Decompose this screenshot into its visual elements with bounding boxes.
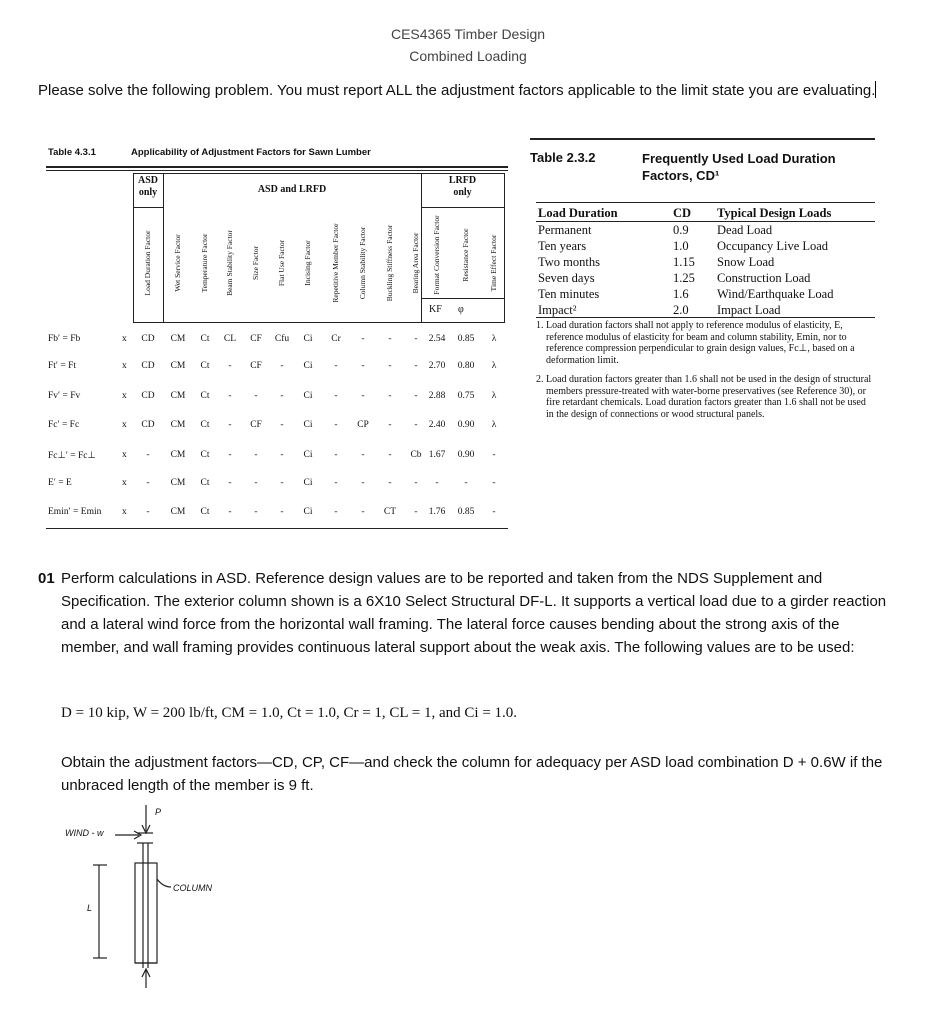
table-cell: Ct (200, 507, 210, 517)
column-label: COLUMN (173, 883, 213, 893)
table-cell: - (254, 507, 258, 517)
table-cell: - (388, 334, 392, 344)
table-cell: 0.85 (457, 334, 475, 344)
table-cell: λ (491, 391, 497, 401)
col-header-cd: CD (673, 206, 692, 220)
table-cell: - (146, 507, 150, 517)
row-multiplier: x (122, 334, 127, 344)
table-cell: - (228, 507, 232, 517)
table-cell: - (228, 478, 232, 488)
table-cell: - (388, 478, 392, 488)
row-multiplier: x (122, 391, 127, 401)
note-1: 1. Load duration factors shall not apply to reference modulus of elasticity, E, reference modulus of elasticity for beam and column stability, Emin, nor to reference compression perpendicular to grain design values, Fc⊥, based on a deformation limit. (536, 320, 855, 366)
row-label: Fc′ = Fc (48, 420, 80, 430)
table-cell: CD (141, 420, 155, 430)
table-cell: CD (141, 334, 155, 344)
table-cell: - (146, 450, 150, 460)
table-cell: - (361, 391, 365, 401)
row-label: Ft′ = Ft (48, 361, 77, 371)
table-cell: - (280, 391, 284, 401)
table-cell: Ct (200, 391, 210, 401)
table-cell: Ci (303, 334, 313, 344)
table-cell: - (254, 450, 258, 460)
table-cell: - (280, 507, 284, 517)
table-cell: Cr (331, 334, 341, 344)
rule (46, 528, 508, 529)
cell-cd: 0.9 (673, 223, 689, 237)
row-label: Fv′ = Fv (48, 391, 81, 401)
table-cell: Ci (303, 361, 313, 371)
row-multiplier: x (122, 507, 127, 517)
table-cell: CM (170, 478, 186, 488)
col-header-loads: Typical Design Loads (717, 206, 832, 220)
table-cell: - (388, 450, 392, 460)
table-cell: 1.76 (428, 507, 446, 517)
table-cell: 2.54 (428, 334, 446, 344)
rule (133, 322, 505, 323)
table-cell: - (361, 361, 365, 371)
table-cell: - (228, 450, 232, 460)
cell-load: Dead Load (717, 223, 773, 237)
kf-symbol: KF (429, 304, 442, 315)
table-cell: - (414, 391, 418, 401)
rule (133, 173, 505, 174)
table-cell: - (334, 450, 338, 460)
table-cell: 0.90 (457, 420, 475, 430)
table-cell: Ct (200, 361, 210, 371)
table-cell: Ci (303, 391, 313, 401)
row-label: Emin′ = Emin (48, 507, 102, 517)
table-cell: CM (170, 391, 186, 401)
column-header: Load Duration Factor (143, 230, 152, 296)
table-cell: - (361, 450, 365, 460)
column-header: Column Stability Factor (358, 226, 367, 300)
column-header: Format Conversion Factor (432, 215, 441, 295)
table-cell: CP (357, 420, 369, 430)
rule (530, 138, 875, 140)
column-header: Beam Stability Factor (225, 230, 234, 296)
table-cell: - (361, 478, 365, 488)
table-cell: - (414, 420, 418, 430)
table-cell: λ (491, 361, 497, 371)
rule (46, 166, 508, 168)
problem-number: 01 (38, 570, 55, 587)
column-header: Time Effect Factor (489, 234, 498, 292)
table-cell: CD (141, 361, 155, 371)
cell-cd: 1.25 (673, 271, 695, 285)
table-cell: CT (383, 507, 397, 517)
table-cell: - (280, 361, 284, 371)
column-header: Resistance Factor (461, 228, 470, 282)
table-cell: CL (223, 334, 237, 344)
table-cell: - (334, 420, 338, 430)
table-cell: Ct (200, 450, 210, 460)
table-cell: 0.80 (457, 361, 475, 371)
note-2: 2. Load duration factors greater than 1.6 shall not be used in the design of structural members pressure-treated with water-borne preservatives (see Reference 30), or fire retardant chemicals. Load duration factors greater than 1.6 shall not be used in the design of connections or wood structural panels. (536, 374, 872, 420)
rule (536, 317, 875, 318)
group-asd-lrfd: ASD and LRFD (257, 184, 327, 195)
cell-load: Construction Load (717, 271, 811, 285)
table-cell: Ci (303, 420, 313, 430)
table-cell: 0.85 (457, 507, 475, 517)
table-cell: - (334, 391, 338, 401)
table-cell: Cfu (274, 334, 290, 344)
table-cell: - (334, 507, 338, 517)
table-cell: CF (250, 420, 262, 430)
cell-cd: 2.0 (673, 303, 689, 317)
table-cell: - (414, 478, 418, 488)
cell-load: Occupancy Live Load (717, 239, 829, 253)
column-rect (135, 863, 157, 963)
column-header: Bearing Area Factor (411, 232, 420, 294)
table-caption: Table 4.3.1 (48, 147, 96, 158)
table-cell: - (280, 420, 284, 430)
table-cell: - (414, 507, 418, 517)
table-cell: 0.75 (457, 391, 475, 401)
load-label: P (155, 807, 162, 817)
cell-duration: Ten minutes (538, 287, 600, 301)
problem-text: Perform calculations in ASD. Reference design values are to be reported and taken from the NDS Supplement and Specification. The exterior column shown is a 6X10 Select Structural DF-L. It supports a vertical load due to a girder reaction and a lateral wind force from the horizontal wall framing. The lateral force causes bending about the strong axis of the member, and wall framing provides continuous lateral support about the weak axis. The following values are to be used: (61, 570, 887, 656)
phi-symbol: φ (458, 304, 464, 315)
text-cursor (875, 81, 876, 98)
table-cell: CM (170, 420, 186, 430)
table-cell: 2.40 (428, 420, 446, 430)
rule (504, 173, 505, 323)
table-cell: - (228, 391, 232, 401)
table-cell: - (464, 478, 468, 488)
table-cell: - (228, 420, 232, 430)
table-cell: - (388, 361, 392, 371)
topic-title: Combined Loading (409, 48, 527, 64)
column-header: Repetitive Member Factor (331, 223, 340, 303)
length-label: L (87, 903, 93, 913)
table-cell: - (435, 478, 439, 488)
course-title: CES4365 Timber Design (390, 26, 546, 42)
cell-duration: Ten years (538, 239, 587, 253)
cell-load: Impact Load (717, 303, 781, 317)
table-title: Frequently Used Load Duration Factors, CD¹ (642, 151, 836, 183)
cell-load: Wind/Earthquake Load (717, 287, 834, 301)
rule (536, 202, 875, 203)
rule (46, 170, 508, 171)
table-4-3-1 (38, 140, 513, 535)
table-cell: λ (491, 420, 497, 430)
column-header: Size Factor (251, 246, 260, 280)
table-cell: CF (250, 361, 262, 371)
table-cell: Ct (200, 420, 210, 430)
cell-duration: Impact² (538, 303, 577, 317)
cell-cd: 1.15 (673, 255, 695, 269)
cell-load: Snow Load (717, 255, 775, 269)
table-cell: Ct (200, 334, 210, 344)
table-cell: - (228, 361, 232, 371)
given-values: D = 10 kip, W = 200 lb/ft, CM = 1.0, Ct = 1.0, Cr = 1, CL = 1, and Ci = 1.0. (61, 705, 518, 721)
table-cell: - (492, 478, 496, 488)
cell-duration: Permanent (538, 223, 592, 237)
table-cell: - (280, 450, 284, 460)
col-header-duration: Load Duration (538, 206, 618, 220)
table-cell: Cb (410, 450, 422, 460)
obtain-text: Obtain the adjustment factors—CD, CP, CF—and check the column for adequacy per ASD load combination D + 0.6W if the unbraced length of the member is 9 ft. (61, 754, 883, 794)
table-cell: 1.67 (428, 450, 446, 460)
row-label: Fc⊥′ = Fc⊥ (48, 451, 96, 461)
table-cell: CD (141, 391, 155, 401)
row-label: Fb′ = Fb (48, 334, 81, 344)
table-cell: 0.90 (457, 450, 475, 460)
table-cell: Ci (303, 450, 313, 460)
problem (38, 567, 898, 659)
table-cell: - (254, 391, 258, 401)
column-header: Incising Factor (303, 240, 312, 286)
row-multiplier: x (122, 450, 127, 460)
table-cell: - (492, 507, 496, 517)
row-multiplier: x (122, 478, 127, 488)
table-cell: - (492, 450, 496, 460)
table-cell: - (361, 334, 365, 344)
table-cell: - (414, 361, 418, 371)
table-cell: Ci (303, 478, 313, 488)
table-cell: CF (250, 334, 262, 344)
column-header: Flat Use Factor (277, 239, 286, 287)
table-cell: CM (170, 507, 186, 517)
cell-duration: Two months (538, 255, 600, 269)
table-cell: - (388, 391, 392, 401)
table-cell: - (146, 478, 150, 488)
row-multiplier: x (122, 420, 127, 430)
table-cell: - (280, 478, 284, 488)
table-cell: - (254, 478, 258, 488)
table-cell: λ (491, 334, 497, 344)
table-cell: Ct (200, 478, 210, 488)
table-cell: - (388, 420, 392, 430)
table-caption: Table 2.3.2 (530, 150, 596, 165)
table-cell: 2.88 (428, 391, 446, 401)
group-asd-only: ASD only (137, 175, 158, 198)
group-lrfd-only: LRFD only (448, 175, 477, 198)
column-sketch (55, 803, 275, 993)
table-cell: - (334, 478, 338, 488)
cell-duration: Seven days (538, 271, 595, 285)
column-header: Temperature Factor (200, 233, 209, 293)
table-2-3-2 (530, 138, 875, 448)
cell-cd: 1.0 (673, 239, 689, 253)
table-cell: Ci (303, 507, 313, 517)
table-title: Applicability of Adjustment Factors for Sawn Lumber (131, 147, 371, 158)
table-cell: - (414, 334, 418, 344)
instructions: Please solve the following problem. You must report ALL the adjustment factors applicable to the limit state you are evaluating. (38, 82, 876, 99)
table-cell: CM (170, 450, 186, 460)
table-cell: CM (170, 334, 186, 344)
row-multiplier: x (122, 361, 127, 371)
wind-label: WIND - w (65, 828, 104, 838)
table-cell: - (361, 507, 365, 517)
cell-cd: 1.6 (673, 287, 689, 301)
column-header: Buckling Stiffness Factor (385, 224, 394, 302)
column-header: Wet Service Factor (173, 234, 182, 292)
row-label: E′ = E (48, 478, 72, 488)
table-cell: 2.70 (428, 361, 446, 371)
table-cell: CM (170, 361, 186, 371)
table-cell: - (334, 361, 338, 371)
